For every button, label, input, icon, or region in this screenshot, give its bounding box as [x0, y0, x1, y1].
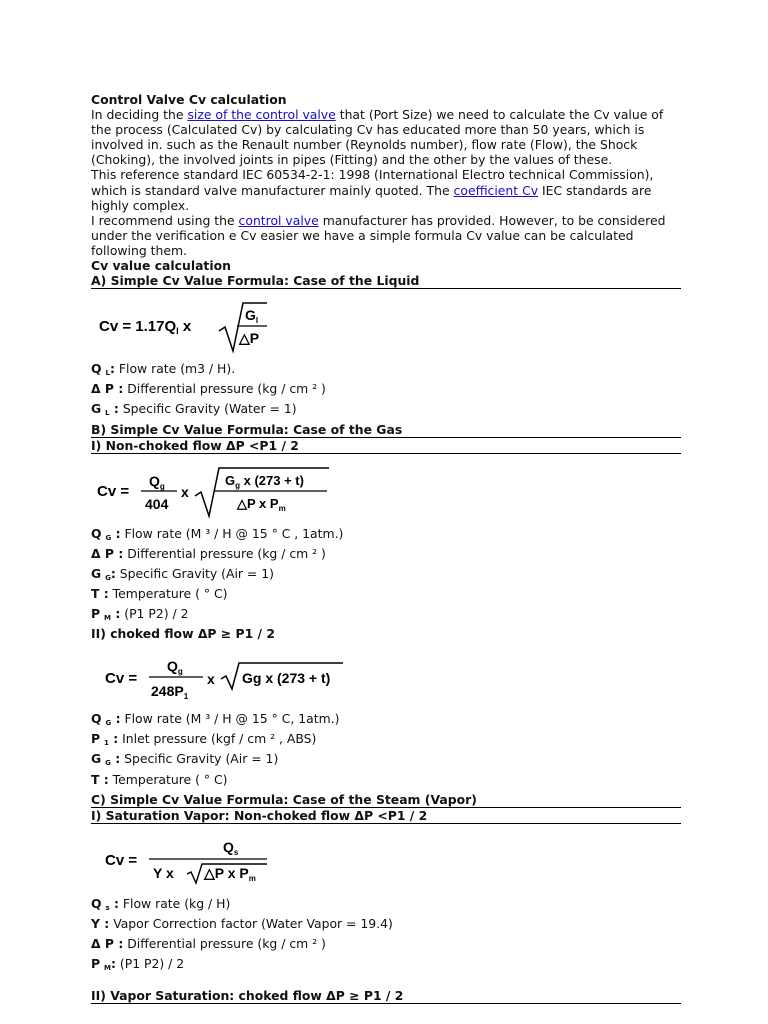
formula-a-den: △P — [239, 330, 260, 347]
section-c-subheading-2: II) Vapor Saturation: choked flow ΔP ≥ P1 / 2 — [91, 988, 681, 1004]
link-size-of-control-valve[interactable]: size of the control valve — [187, 107, 336, 123]
formula-b1-rden: △P x $P_m$ — [237, 495, 286, 513]
section-c-heading: C) Simple Cv Value Formula: Case of the Steam (Vapor) — [91, 792, 681, 808]
def-steam-pm: P $_M$: (P1 P2) / 2 — [91, 956, 185, 973]
formula-gas-choked-svg — [91, 645, 371, 707]
formula-b1-x: x — [181, 483, 189, 500]
def-steam-correction: Y : Vapor Correction factor (Water Vapor = 19.4) — [91, 915, 393, 931]
formula-c1-num: $Q_s$ — [223, 838, 239, 857]
section-b-heading: B) Simple Cv Value Formula: Case of the Gas — [91, 422, 681, 438]
formula-b1-rnum: $G_g$ x (273 + t) — [225, 472, 304, 490]
def-liquid-gravity: G $_L$ : Specific Gravity (Water = 1) — [91, 401, 297, 418]
formula-liquid-svg — [91, 293, 291, 355]
formula-b2-num: $Q_g$ — [167, 658, 183, 677]
def-choked-gravity: G $_G$ : Specific Gravity (Air = 1) — [91, 751, 279, 768]
intro-paragraph-1: In deciding the size of the control valve that (Port Size) we need to calculate the Cv value of the process (Calculated Cv) by calculating Cv has educated more than 50 years, which is involved in. such as the Renault number (Reynolds number), flow rate (Flow), the Shock (Choking), the involved joints in pipes (Fitting) and the other by the values of these. — [91, 107, 664, 168]
formula-b2-den: $248P_1$ — [151, 683, 189, 702]
document-title: Control Valve Cv calculation — [91, 92, 287, 107]
def-choked-flow: Q $_G$ : Flow rate (M ³ / H @ 15 ° C, 1atm.) — [91, 711, 340, 728]
def-gas-flow: Q $_G$ : Flow rate (M ³ / H @ 15 ° C , 1atm.) — [91, 525, 344, 542]
formula-c1-den-a: Y x — [153, 864, 174, 881]
section-a-heading: A) Simple Cv Value Formula: Case of the Liquid — [91, 273, 681, 289]
def-choked-inlet-pressure: P $_1$ : Inlet pressure (kgf / cm ² , ABS) — [91, 731, 317, 748]
cv-calculation-heading: Cv value calculation — [91, 258, 231, 274]
document-page — [91, 92, 681, 1004]
formula-gas-nonchoked — [91, 458, 681, 524]
section-c-subheading-1: I) Saturation Vapor: Non-choked flow ΔP <P1 / 2 — [91, 808, 681, 824]
def-liquid-dp: Δ P : Differential pressure (kg / cm ² ) — [91, 381, 326, 397]
intro-paragraph-3: I recommend using the control valve manufacturer has provided. However, to be considered under the verification e Cv easier we have a simple formula Cv value can be calculated following them. — [91, 212, 666, 258]
def-choked-temperature: T : Temperature ( ° C) — [91, 771, 228, 787]
formula-steam-nonchoked-svg — [91, 828, 351, 890]
section-b-subheading-1: I) Non-choked flow ΔP <P1 / 2 — [91, 438, 681, 454]
def-gas-gravity: G $_G$: Specific Gravity (Air = 1) — [91, 565, 274, 582]
formula-c1-den-root: △P x $P_m$ — [204, 864, 256, 883]
formula-a-lhs: $Cv = 1.17Q_l$ x — [99, 318, 192, 337]
formula-b1-lhs: Cv = — [97, 482, 130, 500]
formula-c1-lhs: Cv = — [105, 851, 138, 869]
link-coefficient-cv[interactable]: coefficient Cv — [453, 182, 539, 198]
link-control-valve[interactable]: control valve — [238, 212, 319, 228]
formula-gas-nonchoked-svg — [91, 458, 351, 520]
def-gas-temperature: T : Temperature ( ° C) — [91, 585, 228, 601]
def-liquid-flow: Q $_L$: Flow rate (m3 / H). — [91, 361, 236, 378]
formula-gas-choked — [91, 645, 681, 709]
def-steam-dp: Δ P : Differential pressure (kg / cm ² ) — [91, 936, 326, 951]
formula-b2-root: Gg x (273 + t) — [242, 670, 331, 687]
def-gas-pm: P $_M$ : (P1 P2) / 2 — [91, 606, 189, 623]
formula-steam-nonchoked — [91, 828, 681, 894]
formula-b2-lhs: Cv = — [105, 670, 138, 688]
formula-b2-x: x — [207, 671, 215, 688]
def-gas-dp: Δ P : Differential pressure (kg / cm ² ) — [91, 545, 326, 561]
formula-b1-den: 404 — [145, 495, 169, 512]
intro-paragraph-2: This reference standard IEC 60534-2-1: 1998 (International Electro technical Commission), which is standard valve manufacturer mainly quoted. The coefficient Cv IEC standards are highly complex. — [91, 167, 654, 213]
formula-liquid — [91, 293, 681, 359]
spacer — [91, 976, 681, 988]
formula-b1-num: $Q_g$ — [149, 472, 165, 491]
formula-a-num: $G_l$ — [245, 307, 259, 326]
section-b-subheading-2: II) choked flow ΔP ≥ P1 / 2 — [91, 626, 275, 642]
def-steam-flow: Q $_s$ : Flow rate (kg / H) — [91, 895, 231, 912]
